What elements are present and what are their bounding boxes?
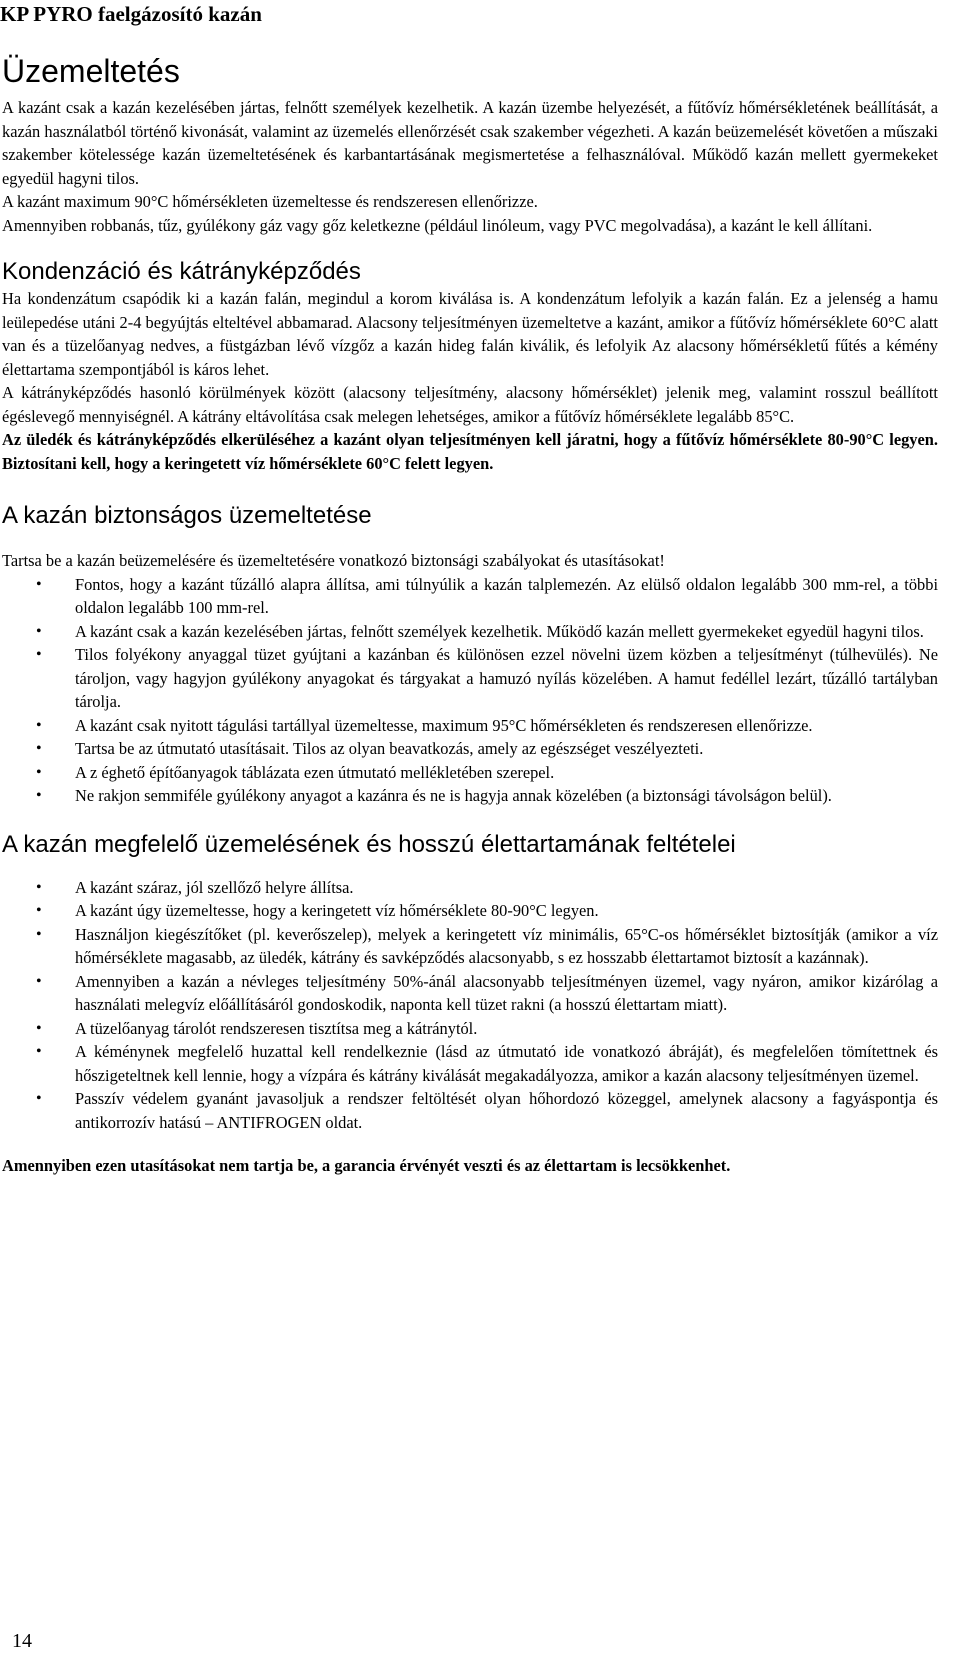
list-item: • Tartsa be az útmutató utasításait. Tilos az olyan beavatkozás, amely az egészséget veszélyezteti. [2,737,938,761]
list-item: • A kéménynek megfelelő huzattal kell rendelkeznie (lásd az útmutató ide vonatkozó ábráját), és megfelelően tömítettnek és hőszigeteltnek kell lennie, hogy a vízpára és kátrány kiválását megakadályozza, amikor a kazán alacsony teljesítményen üzemel. [2,1040,938,1087]
list-item: • A kazánt úgy üzemeltesse, hogy a keringetett víz hőmérséklete 80-90°C legyen. [2,899,938,923]
paragraph: Amennyiben robbanás, tűz, gyúlékony gáz vagy gőz keletkezne (például linóleum, vagy PVC megolvadása), a kazánt le kell állítani. [2,215,873,235]
paragraph: Ha kondenzátum csapódik ki a kazán falán, megindul a korom kiválása is. A kondenzátum lefolyik a kazán falán. Ez a jelenség a hamu leülepedése utáni 2-4 begyújtás elteltével abbamarad. Alacsony teljesítményen üzemeltetve a kazánt, amikor a fűtővíz hőmérséklete 60°C alatt van és a tüzelőanyag nedves, a füstgázban lévő vízgőz a kazán hideg falán kiválik, és lefolyik Az alacsony hőmérsékletű fűtés a kémény élettartama szempontjából is káros lehet. [2,289,938,379]
list-item: • Passzív védelem gyanánt javasoljuk a rendszer feltöltését olyan hőhordozó közeggel, amelynek alacsony a fagyáspontja és antikorrozív hatású – ANTIFROGEN oldat. [2,1087,938,1134]
section-heading: Üzemeltetés [2,53,180,89]
list-item: • Ne rakjon semmiféle gyúlékony anyagot a kazánra és ne is hagyja annak közelében (a biztonsági távolságon belül). [2,784,938,808]
section-heading: A kazán biztonságos üzemeltetése [2,502,372,529]
list-item: • Fontos, hogy a kazánt tűzálló alapra állítsa, ami túlnyúlik a kazán talplemezén. Az elülső oldalon legalább 300 mm-rel, a többi oldalon legalább 100 mm-rel. [2,573,938,620]
bullet-list [2,573,938,808]
section-uzemeltetes [2,50,938,237]
paragraph: A kátrányképződés hasonló körülmények között (alacsony teljesítmény, alacsony hőmérséklet) jelenik meg, valamint rosszul beállított égéslevegő mennyiségnél. A kátrány eltávolítása csak melegen lehetséges, amikor a fűtővíz hőmérséklete legalább 85°C. [2,383,938,426]
list-item: • Használjon kiegészítőket (pl. keverőszelep), melyek a keringetett víz minimális, 65°C-os hőmérséklet biztosítják (amikor a víz hőmérséklete magasabb, az üledék, kátrány és savképződés alacsonyabb, s ez hosszabb élettartamot biztosít a kazánnak). [2,923,938,970]
section-megfelelo [2,830,938,1135]
section-heading: A kazán megfelelő üzemelésének és hosszú élettartamának feltételei [2,830,736,858]
section-heading: Kondenzáció és kátrányképződés [2,258,361,285]
running-header: KP PYRO faelgázosító kazán [0,2,262,26]
list-item: • A kazánt csak nyitott tágulási tartállyal üzemeltesse, maximum 95°C hőmérsékleten és rendszeresen ellenőrizze. [2,714,938,738]
section-kondenzacio [2,257,938,475]
bullet-list [2,876,938,1135]
closing-warning: Amennyiben ezen utasításokat nem tartja be, a garancia érvényét veszti és az élettartam is lecsökkenhet. [2,1156,731,1175]
page-number: 14 [12,1630,32,1652]
list-item: • A kazánt száraz, jól szellőző helyre állítsa. [2,876,938,900]
list-item: • A tüzelőanyag tárolót rendszeresen tisztítsa meg a kátránytól. [2,1017,938,1041]
list-item: • A z éghető építőanyagok táblázata ezen útmutató mellékletében szerepel. [2,761,938,785]
list-item: • Tilos folyékony anyaggal tüzet gyújtani a kazánban és különösen ezzel növelni üzem közben a teljesítményt (túlhevülés). Ne tároljon, vagy hagyjon gyúlékony anyagokat és tárgyakat a hamuzó nyílás közelében. A hamut fedéllel lezárt, tűzálló tartályban tárolja. [2,643,938,714]
page-content [2,50,938,1178]
list-item: • Amennyiben a kazán a névleges teljesítmény 50%-ánál alacsonyabb teljesítményen üzemel, vagy nyáron, amikor kizárólag a használati melegvíz előállításáról gondoskodik, naponta kell tüzet rakni (a hosszú élettartam miatt). [2,970,938,1017]
intro-paragraph: Tartsa be a kazán beüzemelésére és üzemeltetésére vonatkozó biztonsági szabályokat és utasításokat! [2,551,665,570]
paragraph: A kazánt maximum 90°C hőmérsékleten üzemeltesse és rendszeresen ellenőrizze. [2,192,538,211]
section-biztonsagos [2,501,938,808]
bold-paragraph: Az üledék és kátrányképződés elkerüléséhez a kazánt olyan teljesítményen kell járatni, hogy a fűtővíz hőmérséklete 80-90°C legyen. Biztosítani kell, hogy a keringetett víz hőmérséklete 60°C felett legyen. [2,430,938,473]
list-item: • A kazánt csak a kazán kezelésében jártas, felnőtt személyek kezelhetik. Működő kazán mellett gyermekeket egyedül hagyni tilos. [2,620,938,644]
paragraph: A kazánt csak a kazán kezelésében jártas, felnőtt személyek kezelhetik. A kazán üzembe helyezését, a fűtővíz hőmérsékletének beállítását, a kazán használatból történő kivonását, valamint az üzemelés ellenőrzését csak szakember végezheti. A kazán beüzemelését követően a műszaki szakember kötelessége kazán üzemeltetésének és karbantartásának megismertetése a felhasználóval. Működő kazán mellett gyermekeket egyedül hagyni tilos. [2,98,938,188]
